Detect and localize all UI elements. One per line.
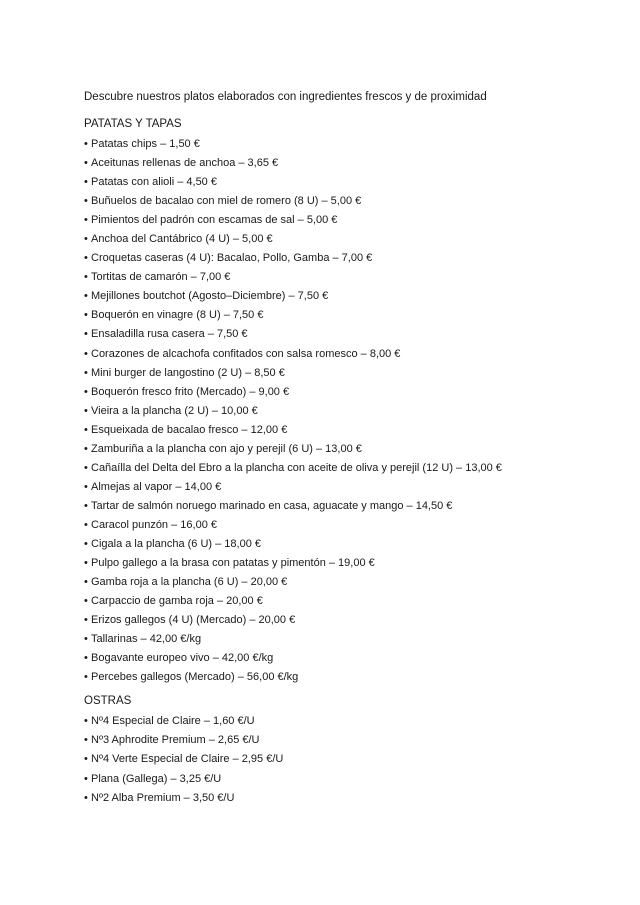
- bullet-icon: •: [84, 734, 88, 747]
- menu-item-text: Aceitunas rellenas de anchoa – 3,65 €: [91, 157, 279, 170]
- menu-item-text: Caracol punzón – 16,00 €: [91, 518, 217, 531]
- menu-item-text: Ensaladilla rusa casera – 7,50 €: [91, 328, 248, 341]
- menu-item: [84, 306, 604, 325]
- menu-item-text: Nº2 Alba Premium – 3,50 €/U: [91, 791, 235, 804]
- menu-item-text: Mini burger de langostino (2 U) – 8,50 €: [91, 366, 285, 379]
- bullet-icon: •: [84, 157, 88, 170]
- menu-item: [84, 497, 604, 516]
- menu-item: [84, 440, 604, 459]
- menu-item: [84, 249, 604, 268]
- menu-item: [84, 478, 604, 497]
- bullet-icon: •: [84, 252, 88, 265]
- menu-item-text: Boquerón en vinagre (8 U) – 7,50 €: [91, 309, 264, 322]
- bullet-icon: •: [84, 772, 88, 785]
- section-title: OSTRAS: [84, 695, 132, 708]
- bullet-icon: •: [84, 753, 88, 766]
- menu-item: [84, 712, 604, 731]
- bullet-icon: •: [84, 271, 88, 284]
- menu-item: [84, 325, 604, 344]
- menu-item-text: Boquerón fresco frito (Mercado) – 9,00 €: [91, 385, 290, 398]
- bullet-icon: •: [84, 557, 88, 570]
- bullet-icon: •: [84, 595, 88, 608]
- bullet-icon: •: [84, 385, 88, 398]
- bullet-icon: •: [84, 233, 88, 246]
- menu-item-text: Anchoa del Cantábrico (4 U) – 5,00 €: [91, 233, 273, 246]
- menu-item: [84, 573, 604, 592]
- bullet-icon: •: [84, 195, 88, 208]
- menu-item-text: Cigala a la plancha (6 U) – 18,00 €: [91, 537, 261, 550]
- bullet-icon: •: [84, 138, 88, 150]
- menu-item: [84, 554, 604, 573]
- bullet-icon: •: [84, 537, 88, 550]
- menu-item: [84, 268, 604, 287]
- bullet-icon: •: [84, 480, 88, 493]
- menu-item: [84, 649, 604, 668]
- section-patatas-y-tapas: [84, 116, 604, 687]
- menu-item: [84, 535, 604, 554]
- bullet-icon: •: [84, 290, 88, 303]
- bullet-icon: •: [84, 328, 88, 341]
- menu-item: [84, 516, 604, 535]
- bullet-icon: •: [84, 442, 88, 455]
- menu-item: [84, 789, 604, 808]
- bullet-icon: •: [84, 576, 88, 589]
- menu-item-text: Zamburiña a la plancha con ajo y perejil (6 U) – 13,00 €: [91, 442, 362, 455]
- menu-item: [84, 345, 604, 364]
- intro-text: Descubre nuestros platos elaborados con ingredientes frescos y de proximidad: [84, 91, 487, 103]
- section-title: PATATAS Y TAPAS: [84, 118, 182, 130]
- menu-item: [84, 668, 604, 687]
- menu-item: [84, 135, 604, 154]
- menu-item-text: Erizos gallegos (4 U) (Mercado) – 20,00 €: [91, 614, 296, 627]
- menu-item-text: Carpaccio de gamba roja – 20,00 €: [91, 595, 263, 608]
- bullet-icon: •: [84, 633, 88, 646]
- menu-item-text: Esqueixada de bacalao fresco – 12,00 €: [91, 423, 288, 436]
- menu-item: [84, 383, 604, 402]
- menu-item-text: Cañaílla del Delta del Ebro a la plancha con aceite de oliva y perejil (12 U) – 13,00 €: [91, 461, 502, 474]
- menu-item: [84, 750, 604, 769]
- menu-item: [84, 364, 604, 383]
- menu-item: [84, 230, 604, 249]
- menu-item-text: Croquetas caseras (4 U): Bacalao, Pollo, Gamba – 7,00 €: [91, 252, 373, 265]
- menu-item: [84, 421, 604, 440]
- bullet-icon: •: [84, 347, 88, 360]
- menu-item: [84, 592, 604, 611]
- bullet-icon: •: [84, 404, 88, 417]
- bullet-icon: •: [84, 715, 88, 728]
- menu-item-text: Tortitas de camarón – 7,00 €: [91, 271, 231, 284]
- menu-list: [84, 135, 604, 687]
- menu-item-text: Tallarinas – 42,00 €/kg: [91, 633, 202, 646]
- menu-item: [84, 611, 604, 630]
- menu-item-text: Plana (Gallega) – 3,25 €/U: [91, 772, 222, 785]
- menu-item-text: Gamba roja a la plancha (6 U) – 20,00 €: [91, 576, 288, 589]
- menu-item: [84, 192, 604, 211]
- bullet-icon: •: [84, 652, 88, 665]
- bullet-icon: •: [84, 614, 88, 627]
- menu-item: [84, 173, 604, 192]
- menu-item: [84, 770, 604, 789]
- menu-item-text: Buñuelos de bacalao con miel de romero (8 U) – 5,00 €: [91, 195, 362, 208]
- menu-list: [84, 712, 604, 807]
- menu-item: [84, 154, 604, 173]
- menu-item-text: Nº3 Aphrodite Premium – 2,65 €/U: [91, 734, 260, 747]
- menu-item-text: Almejas al vapor – 14,00 €: [91, 480, 222, 493]
- bullet-icon: •: [84, 214, 88, 227]
- menu-item-text: Percebes gallegos (Mercado) – 56,00 €/kg: [91, 671, 299, 684]
- bullet-icon: •: [84, 791, 88, 804]
- menu-item-text: Mejillones boutchot (Agosto–Diciembre) – 7,50 €: [91, 290, 329, 303]
- bullet-icon: •: [84, 366, 88, 379]
- menu-item-text: Vieira a la plancha (2 U) – 10,00 €: [91, 404, 258, 417]
- menu-item-text: Pulpo gallego a la brasa con patatas y pimentón – 19,00 €: [91, 557, 375, 570]
- menu-item-text: Corazones de alcachofa confitados con salsa romesco – 8,00 €: [91, 347, 401, 360]
- section-ostras: [84, 693, 604, 807]
- menu-item-text: Patatas con alioli – 4,50 €: [91, 176, 217, 189]
- bullet-icon: •: [84, 423, 88, 436]
- menu-item: [84, 287, 604, 306]
- bullet-icon: •: [84, 518, 88, 531]
- bullet-icon: •: [84, 671, 88, 684]
- menu-item-text: Tartar de salmón noruego marinado en casa, aguacate y mango – 14,50 €: [91, 499, 453, 512]
- menu-item-text: Patatas chips – 1,50 €: [91, 138, 200, 150]
- bullet-icon: •: [84, 309, 88, 322]
- menu-item: [84, 630, 604, 649]
- menu-item: [84, 459, 604, 478]
- bullet-icon: •: [84, 499, 88, 512]
- bullet-icon: •: [84, 176, 88, 189]
- menu-item: [84, 211, 604, 230]
- bullet-icon: •: [84, 461, 88, 474]
- menu-item-text: Nº4 Especial de Claire – 1,60 €/U: [91, 715, 255, 728]
- menu-item: [84, 402, 604, 421]
- menu-item: [84, 731, 604, 750]
- menu-item-text: Nº4 Verte Especial de Claire – 2,95 €/U: [91, 753, 284, 766]
- menu-document: [84, 89, 604, 808]
- menu-item-text: Pimientos del padrón con escamas de sal – 5,00 €: [91, 214, 338, 227]
- menu-item-text: Bogavante europeo vivo – 42,00 €/kg: [91, 652, 274, 665]
